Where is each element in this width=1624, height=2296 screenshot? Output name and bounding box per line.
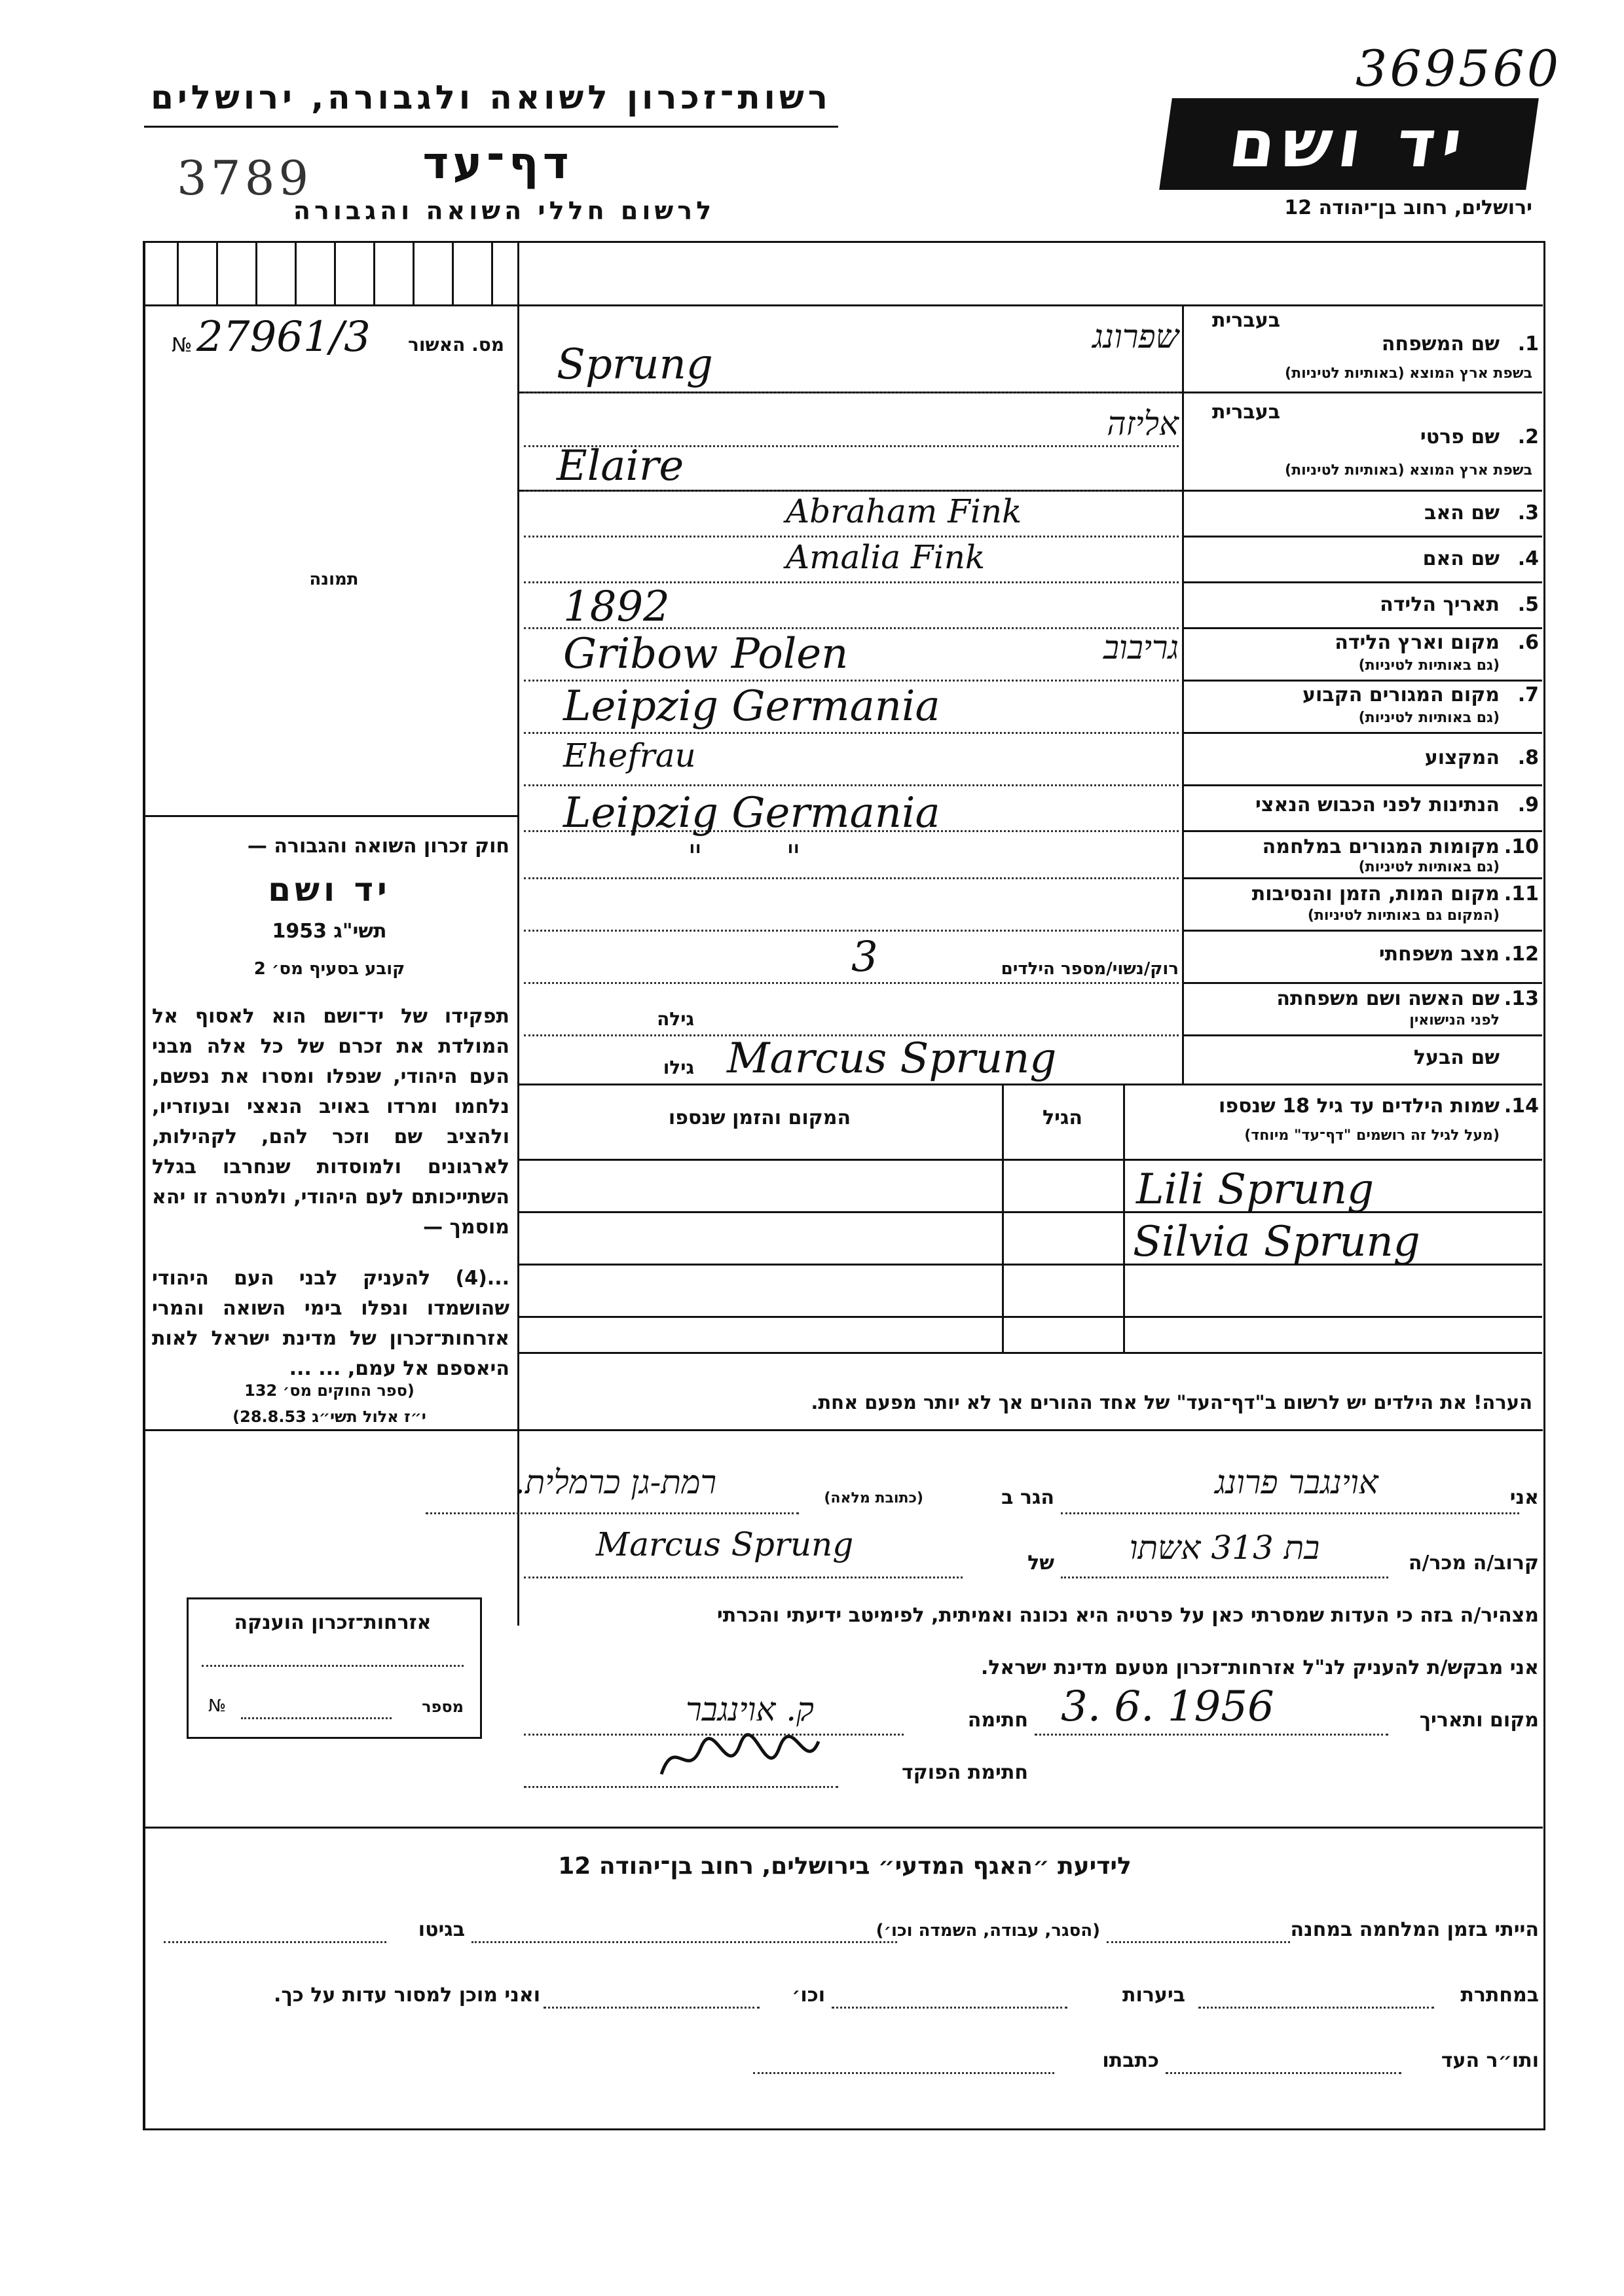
citizenship-box bbox=[187, 1597, 482, 1739]
field-9-label: הנתינות לפני הכבוש הנאצי bbox=[1255, 793, 1500, 816]
decl-statement-2: אני מבקש/ת להעניק לנ"ל אזרחות־זכרון מטעם מדינת ישראל. bbox=[980, 1656, 1539, 1679]
field-6-num: 6. bbox=[1517, 631, 1539, 654]
footer-line3-b: כתבתו bbox=[1102, 2049, 1159, 2072]
law-text-1: תפקידו של יד־ושם הוא לאסוף אל המולדת את זכרם של כל אלה מבני העם היהודי, שנפלו ומסרו את נפשם, נלחמו ומרדו באויב הנאצי ובעוזריו, ולהציב שם וזכר להם, לקהילות, לארגונים ולמוסדות שנחרבו בגלל השתייכותם לעם היהודי, ולמטרה זו יהא מוסמך — bbox=[152, 1005, 509, 1239]
field-10-sub: (גם באותיות לטיניות) bbox=[1358, 859, 1500, 875]
wife-tag: גילה bbox=[657, 1008, 694, 1030]
footer-line2-d: ואני מוכן למסור עדות על כך. bbox=[274, 1984, 540, 2007]
decl-officer-label: חתימת הפוקד bbox=[902, 1761, 1028, 1784]
registry-no-prefix: № bbox=[172, 334, 193, 357]
footer-line2-b: ביערות bbox=[1122, 1984, 1185, 2007]
child-name-2: Silvia Sprung bbox=[1133, 1218, 1420, 1266]
decl-signature-label: חתימה bbox=[967, 1709, 1028, 1732]
field-13-sub: לפני הנישואין bbox=[1409, 1012, 1500, 1029]
field-7-num: 7. bbox=[1517, 683, 1539, 706]
field-4-label: שם האם bbox=[1422, 547, 1500, 570]
field-4-num: 4. bbox=[1517, 547, 1539, 570]
field-7-sub: (גם באותיות לטיניות) bbox=[1358, 710, 1500, 726]
photo-label: תמונה bbox=[309, 570, 359, 589]
field-3-num: 3. bbox=[1517, 501, 1539, 524]
decl-address-hint: (כתובת מלאה) bbox=[824, 1490, 923, 1506]
registry-label: מס. האשור bbox=[408, 334, 504, 355]
stamp-number: 3789 bbox=[177, 151, 313, 206]
address: ירושלים, רחוב בן־יהודה 12 bbox=[1284, 196, 1532, 219]
form-title: דף־עד bbox=[422, 137, 573, 189]
photo-bottom-line bbox=[143, 815, 519, 817]
field-2-hebrew-value: אליזה bbox=[1107, 405, 1179, 443]
decl-date-value: 3. 6. 1956 bbox=[1061, 1683, 1274, 1731]
decl-statement-1: מצהיר/ה בזה כי העדות שמסרתי כאן על פרטיה היא נכונה ואמיתית, לפימיטב ידיעתי והכרתי bbox=[716, 1604, 1539, 1627]
field-5-num: 5. bbox=[1517, 593, 1539, 616]
field-5-label: תאריך הלידה bbox=[1380, 593, 1500, 616]
field-6-hebrew-value: גריבוב bbox=[1103, 629, 1179, 666]
field-5-value: 1892 bbox=[563, 583, 670, 631]
children-label: שמות הילדים עד גיל 18 שנספו bbox=[1219, 1095, 1500, 1118]
field-9-num: 9. bbox=[1517, 793, 1539, 816]
label-column-divider bbox=[1182, 304, 1184, 1084]
children-note: הערה! את הילדים יש לרשום ב"דף־העד" של אחד ההורים אך לא יותר מפעם אחת. bbox=[811, 1391, 1532, 1413]
children-place-header: המקום והזמן שנספו bbox=[668, 1106, 851, 1129]
field-10-num: 10. bbox=[1504, 835, 1539, 858]
field-13-num: 13. bbox=[1504, 987, 1539, 1010]
citizenship-title: אזרחות־זכרון הוענקה bbox=[234, 1611, 432, 1634]
field-10-value: " " bbox=[688, 838, 802, 876]
marital-label: רוק/נשוי/מספר הילדים bbox=[1001, 959, 1179, 979]
left-column-divider bbox=[517, 241, 519, 1626]
field-11-sub: (המקום גם באותיות לטיניות) bbox=[1307, 907, 1500, 924]
field-13-label: שם האשה ושם משפחתה bbox=[1276, 987, 1500, 1010]
declarant-value: אוינגבר פרונג bbox=[1215, 1463, 1378, 1501]
footer-line1-c: בגיטו bbox=[418, 1918, 465, 1941]
field-11-label: מקום המות, הזמן והנסיבות bbox=[1251, 883, 1500, 905]
signature-scribble-svg bbox=[655, 1728, 825, 1787]
footer-line2-c: וכו׳ bbox=[792, 1984, 825, 2007]
field-1-sub: בשפת ארץ המוצא (באותיות לטיניות) bbox=[1285, 365, 1532, 382]
field-8-label: המקצוע bbox=[1424, 746, 1500, 769]
husband-value: Marcus Sprung bbox=[727, 1034, 1057, 1083]
signature-scribble bbox=[655, 1728, 825, 1787]
decl-of-label: של bbox=[1027, 1552, 1054, 1575]
authority-line: רשות־זכרון לשואה ולגבורה, ירושלים bbox=[151, 79, 832, 117]
decl-address-value: רמת-גן כרמלית. bbox=[514, 1463, 717, 1501]
citizenship-number-label: מספר bbox=[422, 1698, 464, 1716]
law-clause: קובע בסעיף מס׳ 2 bbox=[253, 959, 405, 979]
field-2-num: 2. bbox=[1517, 426, 1539, 448]
citizenship-no-sign: № bbox=[208, 1696, 227, 1716]
decl-ani: אני bbox=[1509, 1486, 1539, 1509]
registry-number-value: 27961/3 bbox=[196, 313, 371, 361]
field-2-sub: בשפת ארץ המוצא (באותיות לטיניות) bbox=[1285, 462, 1532, 479]
logo-text: יד ושם bbox=[1225, 105, 1473, 182]
footer-line1-a: הייתי בזמן המלחמה במחנה bbox=[1290, 1918, 1539, 1941]
field-3-label: שם האב bbox=[1424, 501, 1500, 524]
footer-line1-b: (הסגר, עבודה, השמדה וכו׳) bbox=[876, 1921, 1100, 1941]
children-sub: (מעל לגיל זה רושמים "דף־עד" מיוחד) bbox=[1244, 1127, 1500, 1144]
decl-resides-label: הגר ב bbox=[1001, 1486, 1054, 1509]
children-num: 14. bbox=[1504, 1095, 1539, 1118]
children-count-value: 3 bbox=[851, 933, 878, 981]
law-source-2: י״ז אלול תשי״ג 28.8.53) bbox=[232, 1408, 426, 1426]
field-1-label: שם המשפחה bbox=[1381, 333, 1500, 355]
footer-title: לידיעת ״האגף המדעי״ בירושלים, רחוב בן־יהודה 12 bbox=[558, 1853, 1132, 1880]
law-text-2: ...(4) להעניק לבני העם היהודי שהושמדו ונפלו בימי השואה והמרי אזרחות־זכרון של מדינת ישראל לאות היאספם אל עמם, ... ... bbox=[152, 1267, 509, 1380]
field-6-sub: (גם באותיות לטיניות) bbox=[1358, 657, 1500, 674]
decl-place-date-label: מקום ותאריך bbox=[1419, 1709, 1539, 1732]
footer-line2-a: במחתרת bbox=[1460, 1984, 1539, 2007]
decl-signature-value: ק. אוינגבר bbox=[686, 1690, 814, 1728]
law-source-1: (ספר החוקים מס׳ 132 bbox=[244, 1381, 415, 1400]
field-3-value: Abraham Fink bbox=[786, 492, 1022, 530]
field-2-latin-value: Elaire bbox=[557, 442, 684, 490]
field-12-num: 12. bbox=[1504, 943, 1539, 966]
field-7-value: Leipzig Germania bbox=[563, 682, 940, 731]
field-2-hebrew-tag: בעברית bbox=[1212, 401, 1280, 424]
field-6-label: מקום וארץ הלידה bbox=[1335, 631, 1500, 654]
field-1-hebrew-tag: בעברית bbox=[1212, 309, 1280, 332]
field-8-value: Ehefrau bbox=[563, 737, 696, 774]
field-1-latin-value: Sprung bbox=[557, 340, 713, 389]
decl-relative-label: קרוב/ה מכר/ה bbox=[1408, 1552, 1539, 1575]
decl-relative-value: Marcus Sprung bbox=[596, 1525, 854, 1563]
field-12-label: מצב משפחתי bbox=[1378, 943, 1500, 966]
husband-tag: גילו bbox=[663, 1057, 694, 1078]
form-subtitle: לרשום חללי השואה והגבורה bbox=[293, 196, 716, 225]
husband-label: שם הבעל bbox=[1413, 1046, 1500, 1069]
field-10-label: מקומות המגורים במלחמה bbox=[1262, 835, 1500, 858]
field-4-value: Amalia Fink bbox=[786, 538, 986, 576]
field-11-num: 11. bbox=[1504, 883, 1539, 905]
law-year: תשי"ג 1953 bbox=[272, 920, 387, 943]
authority-underline bbox=[144, 126, 838, 128]
decl-relation-value: בת 313 אשתו bbox=[1129, 1529, 1320, 1567]
archive-number: 369560 bbox=[1356, 39, 1562, 98]
law-title: יד ושם bbox=[268, 871, 391, 909]
yad-vashem-logo bbox=[1159, 98, 1539, 190]
field-2-label: שם פרטי bbox=[1420, 426, 1500, 448]
footer-line3-a: ותו״ר העד bbox=[1441, 2049, 1539, 2072]
field-7-label: מקום המגורים הקבוע bbox=[1302, 683, 1500, 706]
field-1-hebrew-value: שפרונג bbox=[1092, 318, 1179, 355]
field-9-value: Leipzig Germania bbox=[563, 789, 940, 837]
field-1-num: 1. bbox=[1517, 333, 1539, 355]
field-8-num: 8. bbox=[1517, 746, 1539, 769]
field-6-value: Gribow Polen bbox=[563, 630, 849, 678]
children-age-header: הגיל bbox=[1043, 1106, 1082, 1129]
child-name-1: Lili Sprung bbox=[1136, 1165, 1375, 1214]
top-strip-line bbox=[143, 304, 1543, 306]
law-line1: חוק זכרון השואה והגבורה — bbox=[247, 835, 509, 858]
